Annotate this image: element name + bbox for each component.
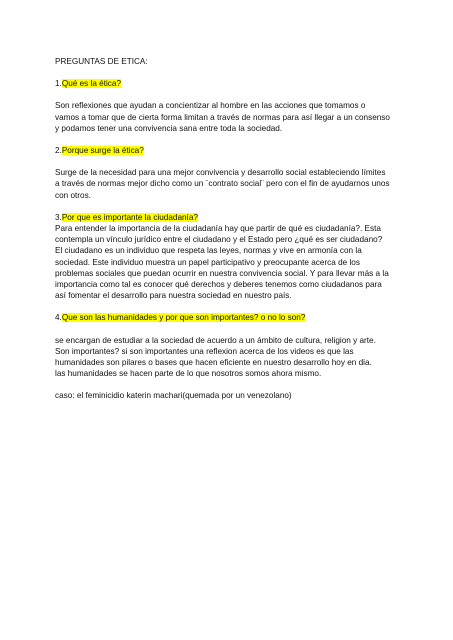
question-2-number: 2. xyxy=(55,146,62,156)
answer-2: Surge de la necesidad para una mejor convivencia y desarrollo social estableciendo límites a través de normas mejor dicho como un ¨contrato social¨ pero con el fin de ayudarnos unos con otros. xyxy=(55,168,390,200)
question-3 xyxy=(55,212,403,223)
question-3-number: 3. xyxy=(55,212,62,222)
question-2-text: Porque surge la ética? xyxy=(61,146,144,156)
document-body xyxy=(55,56,403,402)
question-1 xyxy=(55,78,403,89)
question-4-text: Que son las humanidades y por que son importantes? o no lo son? xyxy=(61,313,306,323)
answer-3: Para entender la importancia de la ciudadanía hay que partir de qué es ciudadanía?. Esta contempla un vínculo jurídico entre el ciudadano y el Estado pero ¿qué es ser ciudadano? El ciudadano es un individuo que respeta las leyes, normas y vive en armonía con la sociedad. Este individuo muestra un papel participativo y preocupante acerca de los problemas sociales que puedan ocurrir en nuestra convivencia social. Y para llevar más a la importancia como tal es conocer qué derechos y deberes tenemos como ciudadanos para así fomentar el desarrollo para nuestra sociedad en nuestro país. xyxy=(55,224,389,301)
question-4 xyxy=(55,312,403,323)
question-2 xyxy=(55,145,403,156)
question-1-text: Qué es la ética? xyxy=(61,79,122,89)
document-title: PREGUNTAS DE ETICA: xyxy=(55,57,148,66)
case-note: caso: el feminicidio katerin machari(quemada por un venezolano) xyxy=(55,391,292,401)
answer-1: Son reflexiones que ayudan a concientizar al hombre en las acciones que tomamos o vamos a tomar que de cierta forma limitan a través de normas para así llegar a un consenso y podamos tener una convivencia sana entre toda la sociedad. xyxy=(55,101,390,133)
question-3-text: Por que es importante la ciudadanía? xyxy=(61,212,198,222)
question-4-number: 4. xyxy=(55,313,62,323)
question-1-number: 1. xyxy=(55,79,62,89)
answer-4: se encargan de estudiar a la sociedad de acuerdo a un ámbito de cultura, religion y arte. Son importantes? si son importantes una reflexion acerca de los videos es que las humanidades son pilares o bases que hacen eficiente en nuestro desarrollo hoy en dia. las humanidades se hacen parte de lo que nosotros somos ahora mismo. xyxy=(55,335,376,379)
